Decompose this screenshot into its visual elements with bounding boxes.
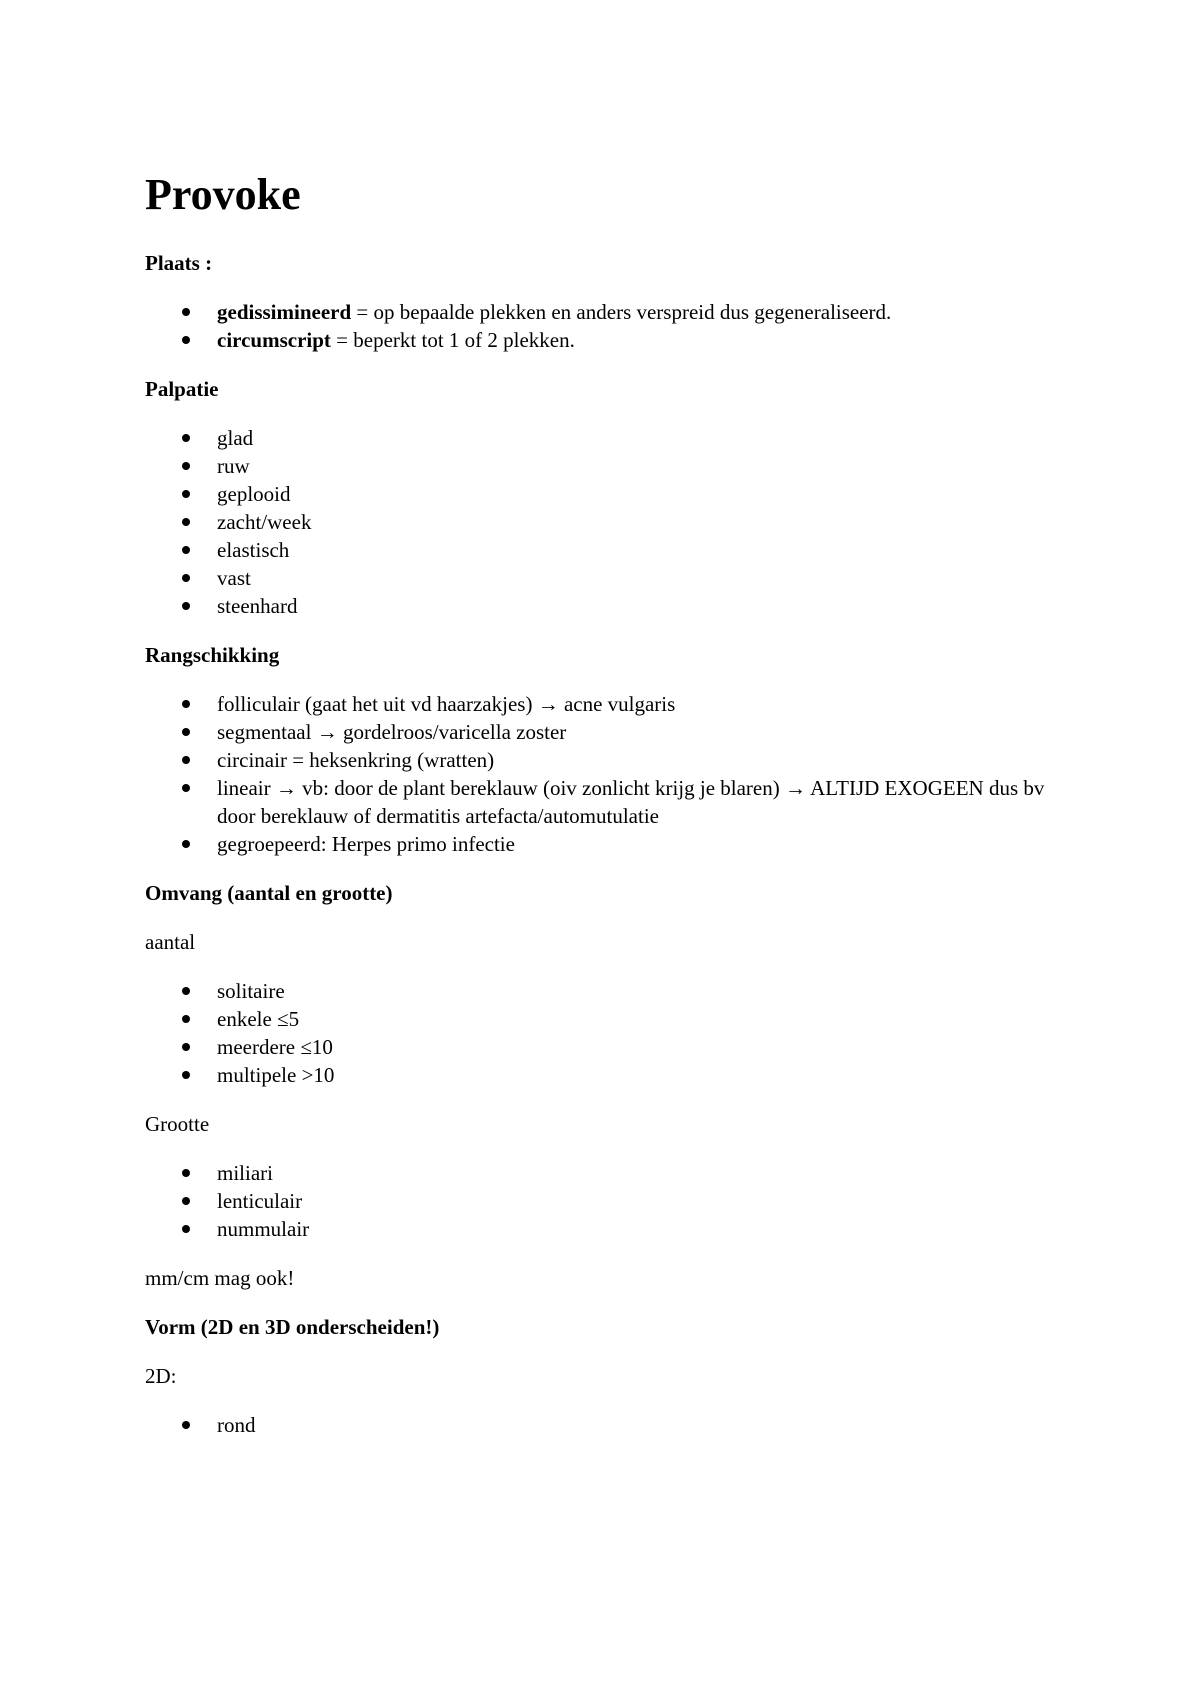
list-2d (145, 1411, 1045, 1439)
bullet-icon (182, 1169, 190, 1177)
definition: = op bepaalde plekken en anders verspreid dus gegeneraliseerd. (351, 299, 892, 324)
list-item (217, 536, 1045, 564)
heading-palpatie: Palpatie (145, 376, 219, 401)
bullet-icon (182, 987, 190, 995)
list-item (217, 508, 1045, 536)
page-title: Provoke (145, 170, 301, 219)
bullet-icon (182, 434, 190, 442)
list-item-text: zacht/week (217, 509, 312, 534)
list-item-text: lineair → vb: door de plant bereklauw (oiv zonlicht krijg je blaren) → ALTIJD EXOGEEN dus bv door bereklauw of dermatitis artefacta/automutulatie (217, 775, 1045, 828)
list-item-text: glad (217, 425, 254, 450)
bullet-icon (182, 490, 190, 498)
bullet-icon (182, 602, 190, 610)
list-item-text: elastisch (217, 537, 290, 562)
document-page (145, 170, 1045, 1460)
list-item (217, 1411, 1045, 1439)
term: gedissimineerd (217, 299, 352, 324)
note-mm-cm: mm/cm mag ook! (145, 1265, 295, 1290)
bullet-icon (182, 756, 190, 764)
definition: = beperkt tot 1 of 2 plekken. (330, 327, 575, 352)
bullet-icon (182, 784, 190, 792)
list-item (217, 1033, 1045, 1061)
list-plaats (145, 298, 1045, 354)
list-item-text: ruw (217, 453, 250, 478)
list-item-text: lenticulair (217, 1188, 303, 1213)
bullet-icon (182, 462, 190, 470)
list-item (217, 564, 1045, 592)
list-item-text: rond (217, 1412, 256, 1437)
list-item-text: circinair = heksenkring (wratten) (217, 747, 495, 772)
list-item (217, 452, 1045, 480)
list-item-text: steenhard (217, 593, 298, 618)
heading-vorm: Vorm (2D en 3D onderscheiden!) (145, 1314, 440, 1339)
list-item-text: enkele ≤5 (217, 1006, 300, 1031)
heading-plaats: Plaats : (145, 250, 213, 275)
bullet-icon (182, 1071, 190, 1079)
heading-omvang: Omvang (aantal en grootte) (145, 880, 393, 905)
list-item (217, 424, 1045, 452)
bullet-icon (182, 728, 190, 736)
list-item (217, 1005, 1045, 1033)
bullet-icon (182, 1015, 190, 1023)
list-grootte (145, 1159, 1045, 1243)
list-item (217, 592, 1045, 620)
list-item-text: vast (217, 565, 251, 590)
list-item (217, 480, 1045, 508)
list-item (217, 326, 1045, 354)
list-palpatie (145, 424, 1045, 620)
list-item-text: nummulair (217, 1216, 310, 1241)
bullet-icon (182, 546, 190, 554)
list-item-text: multipele >10 (217, 1062, 335, 1087)
list-item (217, 1159, 1045, 1187)
list-item-text: segmentaal → gordelroos/varicella zoster (217, 719, 567, 744)
list-item (217, 746, 1045, 774)
list-item-text: gegroepeerd: Herpes primo infectie (217, 831, 515, 856)
bullet-icon (182, 700, 190, 708)
list-item (217, 1061, 1045, 1089)
list-item (217, 1187, 1045, 1215)
list-rangschikking (145, 690, 1045, 858)
bullet-icon (182, 518, 190, 526)
list-item (217, 830, 1045, 858)
list-item (217, 1215, 1045, 1243)
list-item-text: folliculair (gaat het uit vd haarzakjes) → acne vulgaris (217, 691, 676, 716)
label-aantal: aantal (145, 929, 196, 954)
list-item (217, 718, 1045, 746)
bullet-icon (182, 840, 190, 848)
bullet-icon (182, 308, 190, 316)
list-item (217, 690, 1045, 718)
list-item (217, 298, 1045, 326)
bullet-icon (182, 1197, 190, 1205)
bullet-icon (182, 1225, 190, 1233)
bullet-icon (182, 336, 190, 344)
list-item-text: meerdere ≤10 (217, 1034, 333, 1059)
list-item-text: solitaire (217, 978, 285, 1003)
heading-rangschikking: Rangschikking (145, 642, 280, 667)
bullet-icon (182, 1043, 190, 1051)
list-item-text: geplooid (217, 481, 291, 506)
label-grootte: Grootte (145, 1111, 210, 1136)
list-aantal (145, 977, 1045, 1089)
bullet-icon (182, 1421, 190, 1429)
list-item-text: miliari (217, 1160, 273, 1185)
list-item (217, 977, 1045, 1005)
term: circumscript (217, 327, 331, 352)
label-2d: 2D: (145, 1363, 177, 1388)
bullet-icon (182, 574, 190, 582)
list-item (217, 774, 1045, 830)
